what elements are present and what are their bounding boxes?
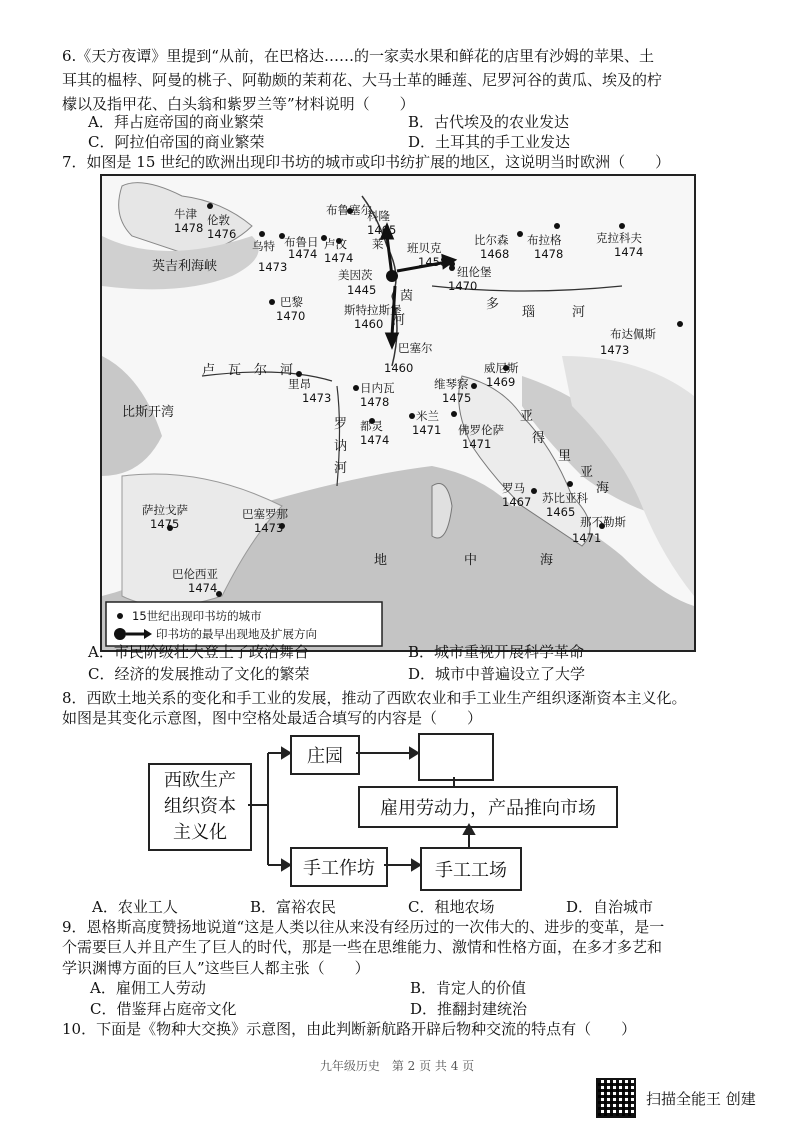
- city-year: 1468: [480, 247, 510, 261]
- city-year: 1474: [324, 251, 354, 265]
- city-label: 日内瓦: [360, 381, 395, 395]
- city-year: 1474: [614, 245, 644, 259]
- city-label: 班贝克: [407, 241, 442, 255]
- city-label: 罗马: [502, 481, 525, 495]
- city-label: 佛罗伦萨: [458, 423, 504, 437]
- q7-option-d: D．城市中普遍设立了大学: [408, 665, 586, 683]
- q8-option-c: C．租地农场: [408, 898, 495, 916]
- city-year: 1473: [600, 343, 630, 357]
- city-year: 1475: [442, 391, 472, 405]
- q6-line2: 耳其的榅桲、阿曼的桃子、阿勒颇的茉莉花、大马士革的睡莲、尼罗河谷的黄瓜、埃及的柠: [62, 71, 663, 89]
- city-year: 1478: [360, 395, 390, 409]
- q9-line3: 学识渊博方面的巨人”这些巨人都主张（ ）: [62, 959, 370, 977]
- city-year: 1476: [207, 227, 237, 241]
- city-year: 1458: [418, 255, 448, 269]
- scanner-label: 扫描全能王 创建: [646, 1089, 756, 1108]
- city-year: 1473: [254, 521, 284, 535]
- qr-code-icon: [596, 1078, 636, 1118]
- city-label: 都灵: [360, 419, 383, 433]
- q8-option-d: D．自治城市: [566, 898, 654, 916]
- city-label: 巴塞尔: [398, 341, 433, 355]
- q8-line2: 如图是其变化示意图，图中空格处最适合填写的内容是（ ）: [62, 709, 483, 727]
- legend-arrow-label: 印书坊的最早出现地及扩展方向: [156, 627, 317, 641]
- city-label: 布达佩斯: [610, 327, 656, 341]
- city-year: 1470: [276, 309, 306, 323]
- city-label: 伦敦: [207, 213, 230, 227]
- med-label-1: 地: [374, 553, 388, 568]
- q8-line1: 8．西欧土地关系的变化和手工业的发展，推动了西欧农业和手工业生产组织逐渐资本主义化。: [62, 689, 687, 707]
- city-year: 1471: [462, 437, 492, 451]
- city-label: 威尼斯: [484, 361, 519, 375]
- q7-line1: 7．如图是 15 世纪的欧洲出现印书坊的城市或印书纺扩展的地区，这说明当时欧洲（ ）: [62, 153, 671, 171]
- city-year: 1465: [367, 223, 397, 237]
- q10-line1: 10．下面是《物种大交换》示意图，由此判断新航路开辟后物种交流的特点有（ ）: [62, 1020, 637, 1038]
- adriatic-label-3: 里: [558, 449, 572, 464]
- q9-line2: 个需要巨人并且产生了巨人的时代，那是一些在思维能力、激情和性格方面，在多才多艺和: [62, 938, 663, 956]
- city-label: 巴黎: [280, 295, 303, 309]
- city-year: 1469: [486, 375, 516, 389]
- city-label: 科隆: [367, 209, 390, 223]
- city-year: 1473: [258, 260, 288, 274]
- q6-option-a: A．拜占庭帝国的商业繁荣: [88, 113, 264, 131]
- city-label: 斯特拉斯堡: [344, 303, 402, 317]
- danube-label-2: 瑙: [522, 305, 536, 320]
- city-label: 巴伦西亚: [172, 567, 218, 581]
- city-year: 1478: [174, 221, 204, 235]
- city-label: 牛津: [174, 207, 197, 221]
- city-label: 布鲁塞尔: [326, 203, 372, 217]
- q8-option-b: B．富裕农民: [250, 898, 337, 916]
- city-year: 1471: [412, 423, 442, 437]
- q9-option-d: D．推翻封建统治: [410, 1000, 528, 1018]
- city-label: 巴塞罗那: [242, 507, 288, 521]
- q6-option-b: B．古代埃及的农业发达: [408, 113, 570, 131]
- q6-option-d: D．土耳其的手工业发达: [408, 133, 571, 151]
- channel-label: 英吉利海峡: [152, 259, 218, 274]
- city-year: 1465: [546, 505, 576, 519]
- city-year: 1467: [502, 495, 532, 509]
- med-label-3: 海: [540, 553, 554, 568]
- city-year: 1473: [302, 391, 332, 405]
- city-year: 1460: [354, 317, 384, 331]
- flow-factory-label: 手工工场: [435, 860, 507, 881]
- rhone-label-1: 罗: [334, 417, 348, 432]
- city-year: 1470: [448, 279, 478, 293]
- flow-main-label: 西欧生产组织资本主义化: [164, 770, 236, 843]
- q6-line1: 6.《天方夜谭》里提到“从前，在巴格达……的一家卖水果和鲜花的店里有沙姆的苹果、土: [62, 47, 654, 65]
- city-year: 1474: [288, 247, 318, 261]
- city-label: 萨拉戈萨: [142, 503, 188, 517]
- city-year: 1445: [347, 283, 377, 297]
- city-year: 1474: [188, 581, 218, 595]
- scanner-watermark: [596, 1078, 756, 1118]
- city-label: 那不勒斯: [580, 515, 626, 529]
- adriatic-label-5: 海: [596, 481, 610, 496]
- q7-option-c: C．经济的发展推动了文化的繁荣: [88, 665, 310, 683]
- med-label-2: 中: [464, 553, 478, 568]
- legend-dot-label: 15世纪出现印书坊的城市: [132, 609, 262, 623]
- city-label: 布鲁日: [284, 235, 319, 249]
- q7-option-b: B．城市重视开展科学革命: [408, 643, 585, 661]
- city-year: 1474: [360, 433, 390, 447]
- rhine-label: 茵: [400, 289, 414, 304]
- biscay-label: 比斯开湾: [122, 405, 175, 420]
- q6-line3: 檬以及指甲花、白头翁和紫罗兰等”材料说明（ ）: [62, 95, 415, 113]
- flow-manor-label: 庄园: [307, 746, 343, 767]
- city-label: 莱: [372, 237, 384, 251]
- city-label: 维琴察: [434, 377, 469, 391]
- city-label: 里昂: [288, 377, 311, 391]
- adriatic-label-2: 得: [532, 431, 546, 446]
- city-label: 纽伦堡: [457, 265, 492, 279]
- adriatic-label-1: 亚: [520, 409, 534, 424]
- city-year: 1460: [384, 361, 414, 375]
- rhine-label-2: 河: [392, 313, 406, 328]
- city-label: 比尔森: [474, 233, 509, 247]
- flow-hire-label: 雇用劳动力，产品推向市场: [380, 798, 596, 819]
- page-footer: 九年级历史 第 2 页 共 4 页: [319, 1059, 475, 1073]
- q9-option-a: A．雇佣工人劳动: [90, 979, 206, 997]
- city-label: 卢汶: [324, 237, 347, 251]
- q9-line1: 9．恩格斯高度赞扬地说道“这是人类以往从来没有经历过的一次伟大的、进步的变革，是一: [62, 918, 665, 936]
- q9-option-b: B．肯定人的价值: [410, 979, 527, 997]
- city-year: 1471: [572, 531, 602, 545]
- adriatic-label-4: 亚: [580, 465, 594, 480]
- rhone-label-2: 讷: [334, 439, 348, 454]
- danube-label-1: 多: [486, 297, 500, 312]
- q7-option-a: A．市民阶级壮大登上了政治舞台: [88, 643, 309, 661]
- city-label: 苏比亚科: [542, 491, 588, 505]
- city-label: 布拉格: [527, 233, 562, 247]
- loire-label: 卢 瓦 尔 河: [202, 363, 294, 378]
- q9-option-c: C．借鉴拜占庭帝文化: [90, 1000, 237, 1018]
- danube-label-3: 河: [572, 305, 586, 320]
- q8-option-a: A．农业工人: [92, 898, 178, 916]
- city-year: 1478: [534, 247, 564, 261]
- q6-option-c: C．阿拉伯帝国的商业繁荣: [88, 133, 265, 151]
- city-label: 美因茨: [338, 268, 373, 282]
- city-label: 乌特: [252, 239, 275, 253]
- rhone-label-3: 河: [334, 461, 348, 476]
- city-label: 米兰: [416, 409, 439, 423]
- city-year: 1475: [150, 517, 180, 531]
- flow-workshop-label: 手工作坊: [303, 858, 375, 879]
- city-label: 克拉科夫: [596, 231, 642, 245]
